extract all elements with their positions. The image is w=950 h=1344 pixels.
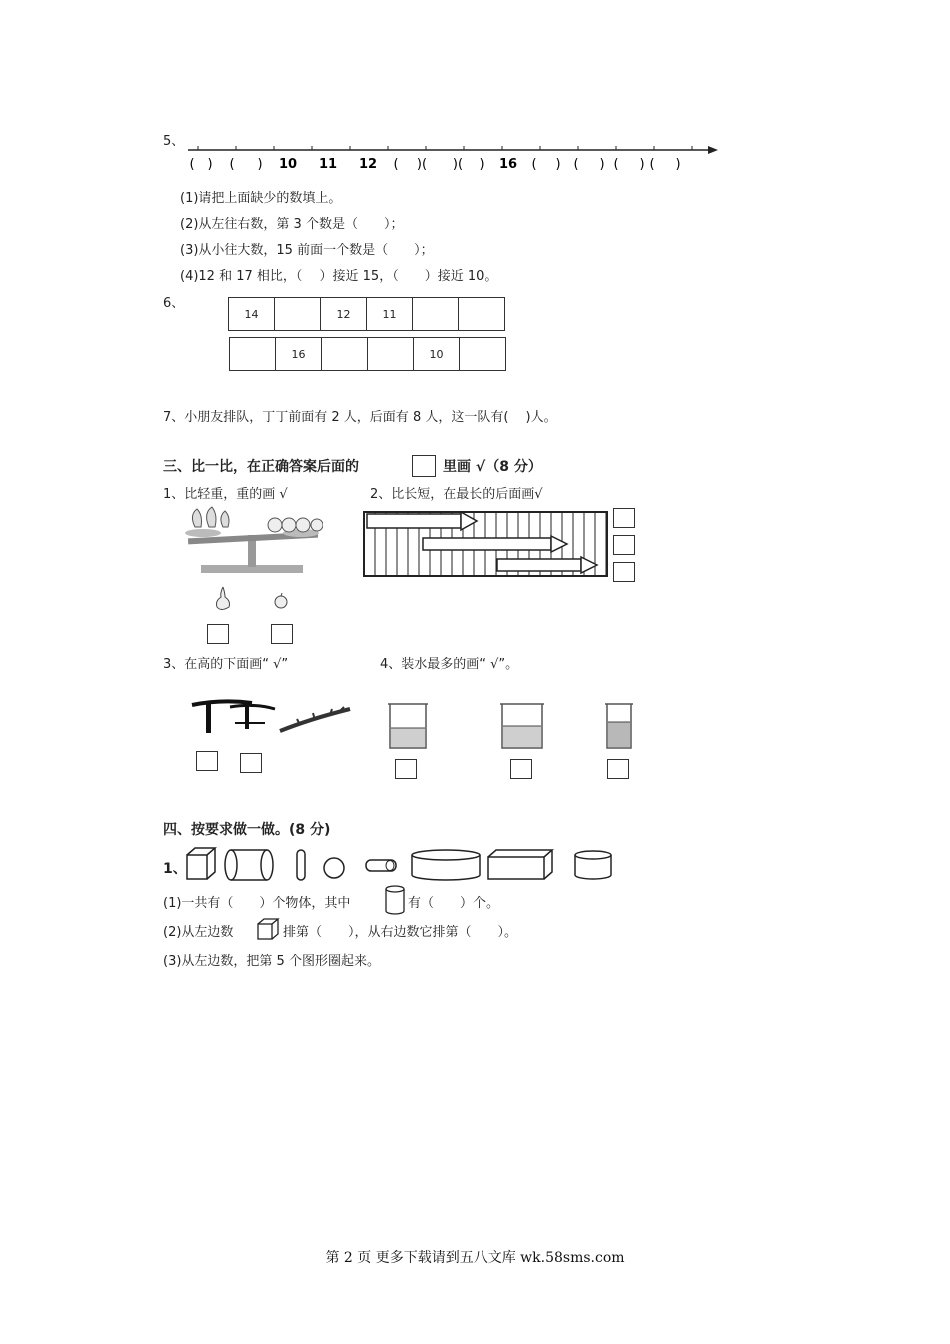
grid-cell[interactable]: [460, 338, 506, 371]
number-line-label: (: [189, 157, 195, 172]
beaker-icon: [603, 700, 635, 752]
s4-line3: (3)从左边数，把第 5 个图形圈起来。: [163, 954, 380, 969]
number-line-label: (: [531, 157, 537, 172]
cube-icon: [256, 917, 280, 941]
cube-icon: [187, 848, 215, 879]
beaker-icon: [386, 700, 431, 752]
answer-box[interactable]: [207, 624, 229, 644]
number-line-label: 16: [498, 157, 518, 172]
section3-title-a: 三、比一比，在正确答案后面的: [163, 459, 359, 475]
grid-cell[interactable]: [413, 298, 459, 331]
pear-icon: [213, 585, 233, 613]
number-line-label: ): [207, 157, 213, 172]
number-line-label: (: [613, 157, 619, 172]
grid-cell: 14: [229, 298, 275, 331]
cylinder-short-icon: [575, 851, 611, 879]
number-line-label: (: [649, 157, 655, 172]
answer-box[interactable]: [240, 753, 262, 773]
number-line-label: )(: [416, 157, 428, 172]
page-footer: 第 2 页 更多下载请到五八文库 wk.58sms.com: [325, 1250, 625, 1266]
answer-box-sample: [412, 455, 436, 477]
number-line-label: 12: [358, 157, 378, 172]
q5-label: 5、: [163, 134, 185, 149]
apple-icon: [272, 592, 290, 610]
number-line-label: ): [257, 157, 263, 172]
answer-box[interactable]: [613, 508, 635, 528]
number-line-label: (: [229, 157, 235, 172]
cylinder-small-icon: [366, 860, 396, 871]
q5-item-3: (3)从小往大数，15 前面一个数是（ ）；: [180, 243, 434, 258]
answer-box[interactable]: [510, 759, 532, 779]
answer-box[interactable]: [271, 624, 293, 644]
answer-box[interactable]: [613, 535, 635, 555]
number-line-label: ): [555, 157, 561, 172]
s3-q4: 4、装水最多的画“ √”。: [380, 657, 519, 672]
s3-q2: 2、比长短，在最长的后面画√: [370, 487, 543, 502]
trees-image: [190, 695, 355, 740]
number-grid-row1: [228, 297, 505, 331]
balance-scale-image: [183, 505, 323, 575]
grid-cell[interactable]: [459, 298, 505, 331]
q5-item-1: (1)请把上面缺少的数填上。: [180, 191, 342, 206]
grid-cell: 16: [276, 338, 322, 371]
cylinder-flat-icon: [412, 850, 480, 880]
grid-cell[interactable]: [322, 338, 368, 371]
answer-box[interactable]: [613, 562, 635, 582]
grid-cell[interactable]: [368, 338, 414, 371]
cuboid-icon: [488, 850, 552, 879]
answer-box[interactable]: [395, 759, 417, 779]
sphere-icon: [324, 858, 344, 878]
answer-box[interactable]: [196, 751, 218, 771]
grid-cell: 12: [321, 298, 367, 331]
q5-item-2: (2)从左往右数，第 3 个数是（ ）；: [180, 217, 404, 232]
answer-box[interactable]: [607, 759, 629, 779]
shapes-row: [183, 845, 623, 885]
number-line-label: ): [479, 157, 485, 172]
number-line: [160, 138, 730, 178]
cylinder-thin-icon: [297, 850, 305, 880]
s4-line2-b: 排第（ ），从右边数它排第（ ）。: [283, 925, 518, 940]
number-line-label: (: [573, 157, 579, 172]
s3-q1: 1、比轻重，重的画 √: [163, 487, 288, 502]
number-line-label: ): [675, 157, 681, 172]
s4-line1-b: 有（ ）个。: [408, 896, 500, 911]
q5-item-4: (4)12 和 17 相比，（ ）接近 15，（ ）接近 10。: [180, 269, 498, 284]
beaker-icon: [498, 700, 546, 752]
grid-cell: 11: [367, 298, 413, 331]
cylinder-horizontal-icon: [225, 850, 273, 880]
s4-line1-a: (1)一共有（ ）个物体，其中: [163, 896, 351, 911]
number-grid-row2: [229, 337, 506, 371]
cylinder-icon: [384, 884, 406, 916]
grid-cell[interactable]: [275, 298, 321, 331]
grid-cell[interactable]: [230, 338, 276, 371]
number-line-label: )(: [452, 157, 464, 172]
number-line-label: 11: [318, 157, 338, 172]
number-line-label: 10: [278, 157, 298, 172]
s3-q3: 3、在高的下面画“ √”: [163, 657, 289, 672]
number-line-label: (: [393, 157, 399, 172]
q7-text: 7、小朋友排队，丁丁前面有 2 人，后面有 8 人，这一队有( )人。: [163, 410, 557, 425]
number-line-label: ): [599, 157, 605, 172]
section4-title: 四、按要求做一做。(8 分): [163, 822, 331, 838]
s4-line2-a: (2)从左边数: [163, 925, 234, 940]
q6-label: 6、: [163, 296, 185, 311]
grid-cell: 10: [414, 338, 460, 371]
section3-title-b: 里画 √（8 分）: [443, 459, 542, 475]
s4-q1-label: 1、: [163, 861, 187, 877]
length-comparison-image: [363, 508, 609, 578]
number-line-label: ): [639, 157, 645, 172]
